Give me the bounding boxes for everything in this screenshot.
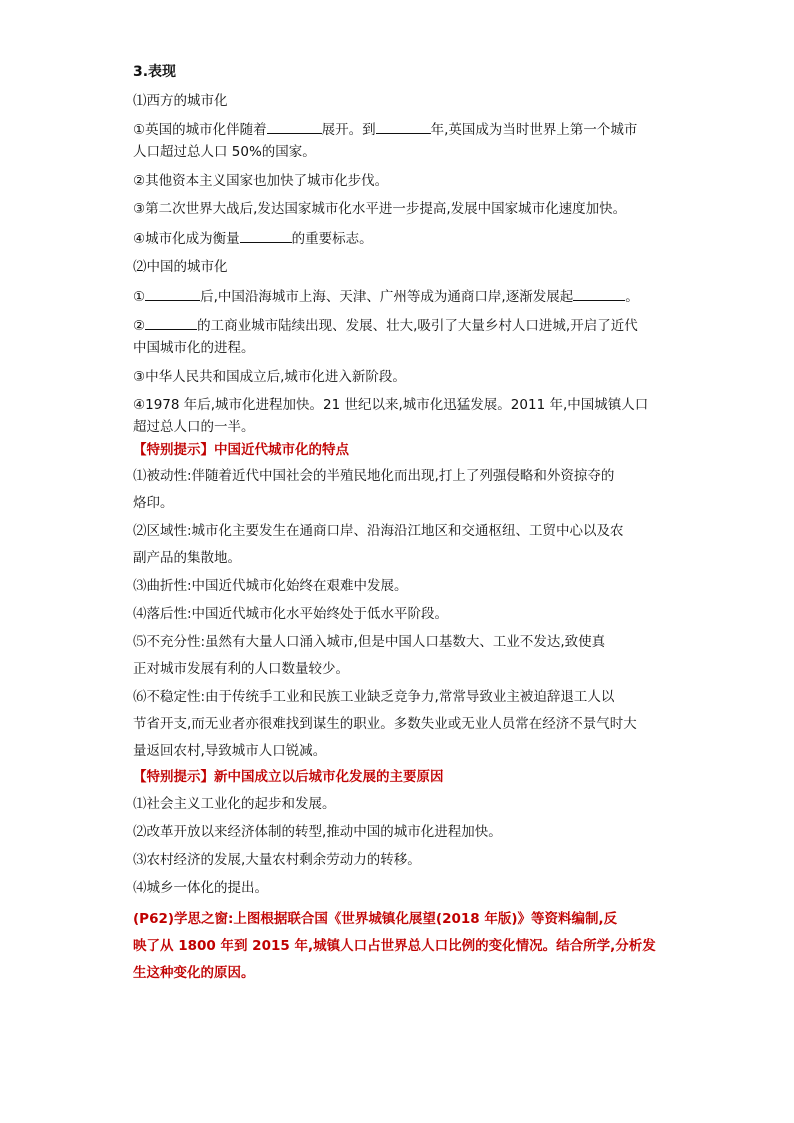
list-item: ⑵区域性:城市化主要发生在通商口岸、沿海沿江地区和交通枢纽、工贸中心以及农 副产品的集散地。 (133, 523, 624, 566)
study-window-question: (P62)学思之窗:上图根据联合国《世界城镇化展望(2018 年版)》等资料编制,反 映了从 1800 年到 2015 年,城镇人口占世界总人口比例的变化情况。结合所学,分析发 生这种变化的原因。 (133, 911, 656, 981)
fill-blank[interactable] (267, 119, 322, 134)
china-point-2-cont: 中国城市化的进程。 (133, 340, 255, 356)
list-item: ⑶农村经济的发展,大量农村剩余劳动力的转移。 (133, 852, 421, 868)
section-heading: 3.表现 (133, 64, 177, 80)
special-tip-modern-urbanization (133, 440, 673, 761)
china-point-3: ③中华人民共和国成立后,城市化进入新阶段。 (133, 368, 406, 385)
china-title: ⑵中国的城市化 (133, 259, 228, 275)
china-point-4: ④1978 年后,城市化进程加快。21 世纪以来,城市化迅猛发展。2011 年,中国城镇人口 (133, 397, 649, 413)
west-point-1: ①英国的城市化伴随着 展开。到 年,英国成为当时世界上第一个城市 (133, 119, 673, 140)
list-item: ⑸不充分性:虽然有大量人口涌入城市,但是中国人口基数大、工业不发达,致使真 正对城市发展有利的人口数量较少。 (133, 634, 606, 677)
list-item: ⑵改革开放以来经济体制的转型,推动中国的城市化进程加快。 (133, 824, 502, 840)
west-title: ⑴西方的城市化 (133, 92, 228, 109)
china-point-4-cont: 超过总人口的一半。 (133, 419, 255, 435)
west-point-4: ④城市化成为衡量 的重要标志。 (133, 228, 673, 249)
west-point-2: ②其他资本主义国家也加快了城市化步伐。 (133, 172, 389, 189)
special-tip-new-china-reasons (133, 767, 673, 898)
list-item: ⑶曲折性:中国近代城市化始终在艰难中发展。 (133, 578, 408, 594)
west-point-1-cont: 人口超过总人口 50%的国家。 (133, 144, 316, 160)
list-item: ⑷城乡一体化的提出。 (133, 880, 268, 896)
document-content (133, 62, 673, 987)
fill-blank[interactable] (145, 315, 197, 330)
tip-title: 【特别提示】中国近代城市化的特点 (133, 442, 349, 458)
china-point-2: ② 的工商业城市陆续出现、发展、壮大,吸引了大量乡村人口进城,开启了近代 (133, 315, 673, 336)
west-point-3: ③第二次世界大战后,发达国家城市化水平进一步提高,发展中国家城市化速度加快。 (133, 201, 627, 217)
list-item: ⑴被动性:伴随着近代中国社会的半殖民地化而出现,打上了列强侵略和外资掠夺的 烙印。 (133, 468, 615, 511)
fill-blank[interactable] (573, 286, 625, 301)
fill-blank[interactable] (376, 119, 431, 134)
list-item: ⑷落后性:中国近代城市化水平始终处于低水平阶段。 (133, 606, 449, 622)
list-item: ⑴社会主义工业化的起步和发展。 (133, 796, 336, 812)
tip-title: 【特别提示】新中国成立以后城市化发展的主要原因 (133, 769, 444, 785)
fill-blank[interactable] (240, 228, 292, 243)
fill-blank[interactable] (145, 286, 200, 301)
list-item: ⑹不稳定性:由于传统手工业和民族工业缺乏竞争力,常常导致业主被迫辞退工人以 节省开支,而无业者亦很难找到谋生的职业。多数失业或无业人员常在经济不景气时大 量返回农村,导致城市人口锐减。 (133, 689, 637, 759)
china-point-1: ① 后,中国沿海城市上海、天津、广州等成为通商口岸,逐渐发展起 。 (133, 286, 673, 307)
